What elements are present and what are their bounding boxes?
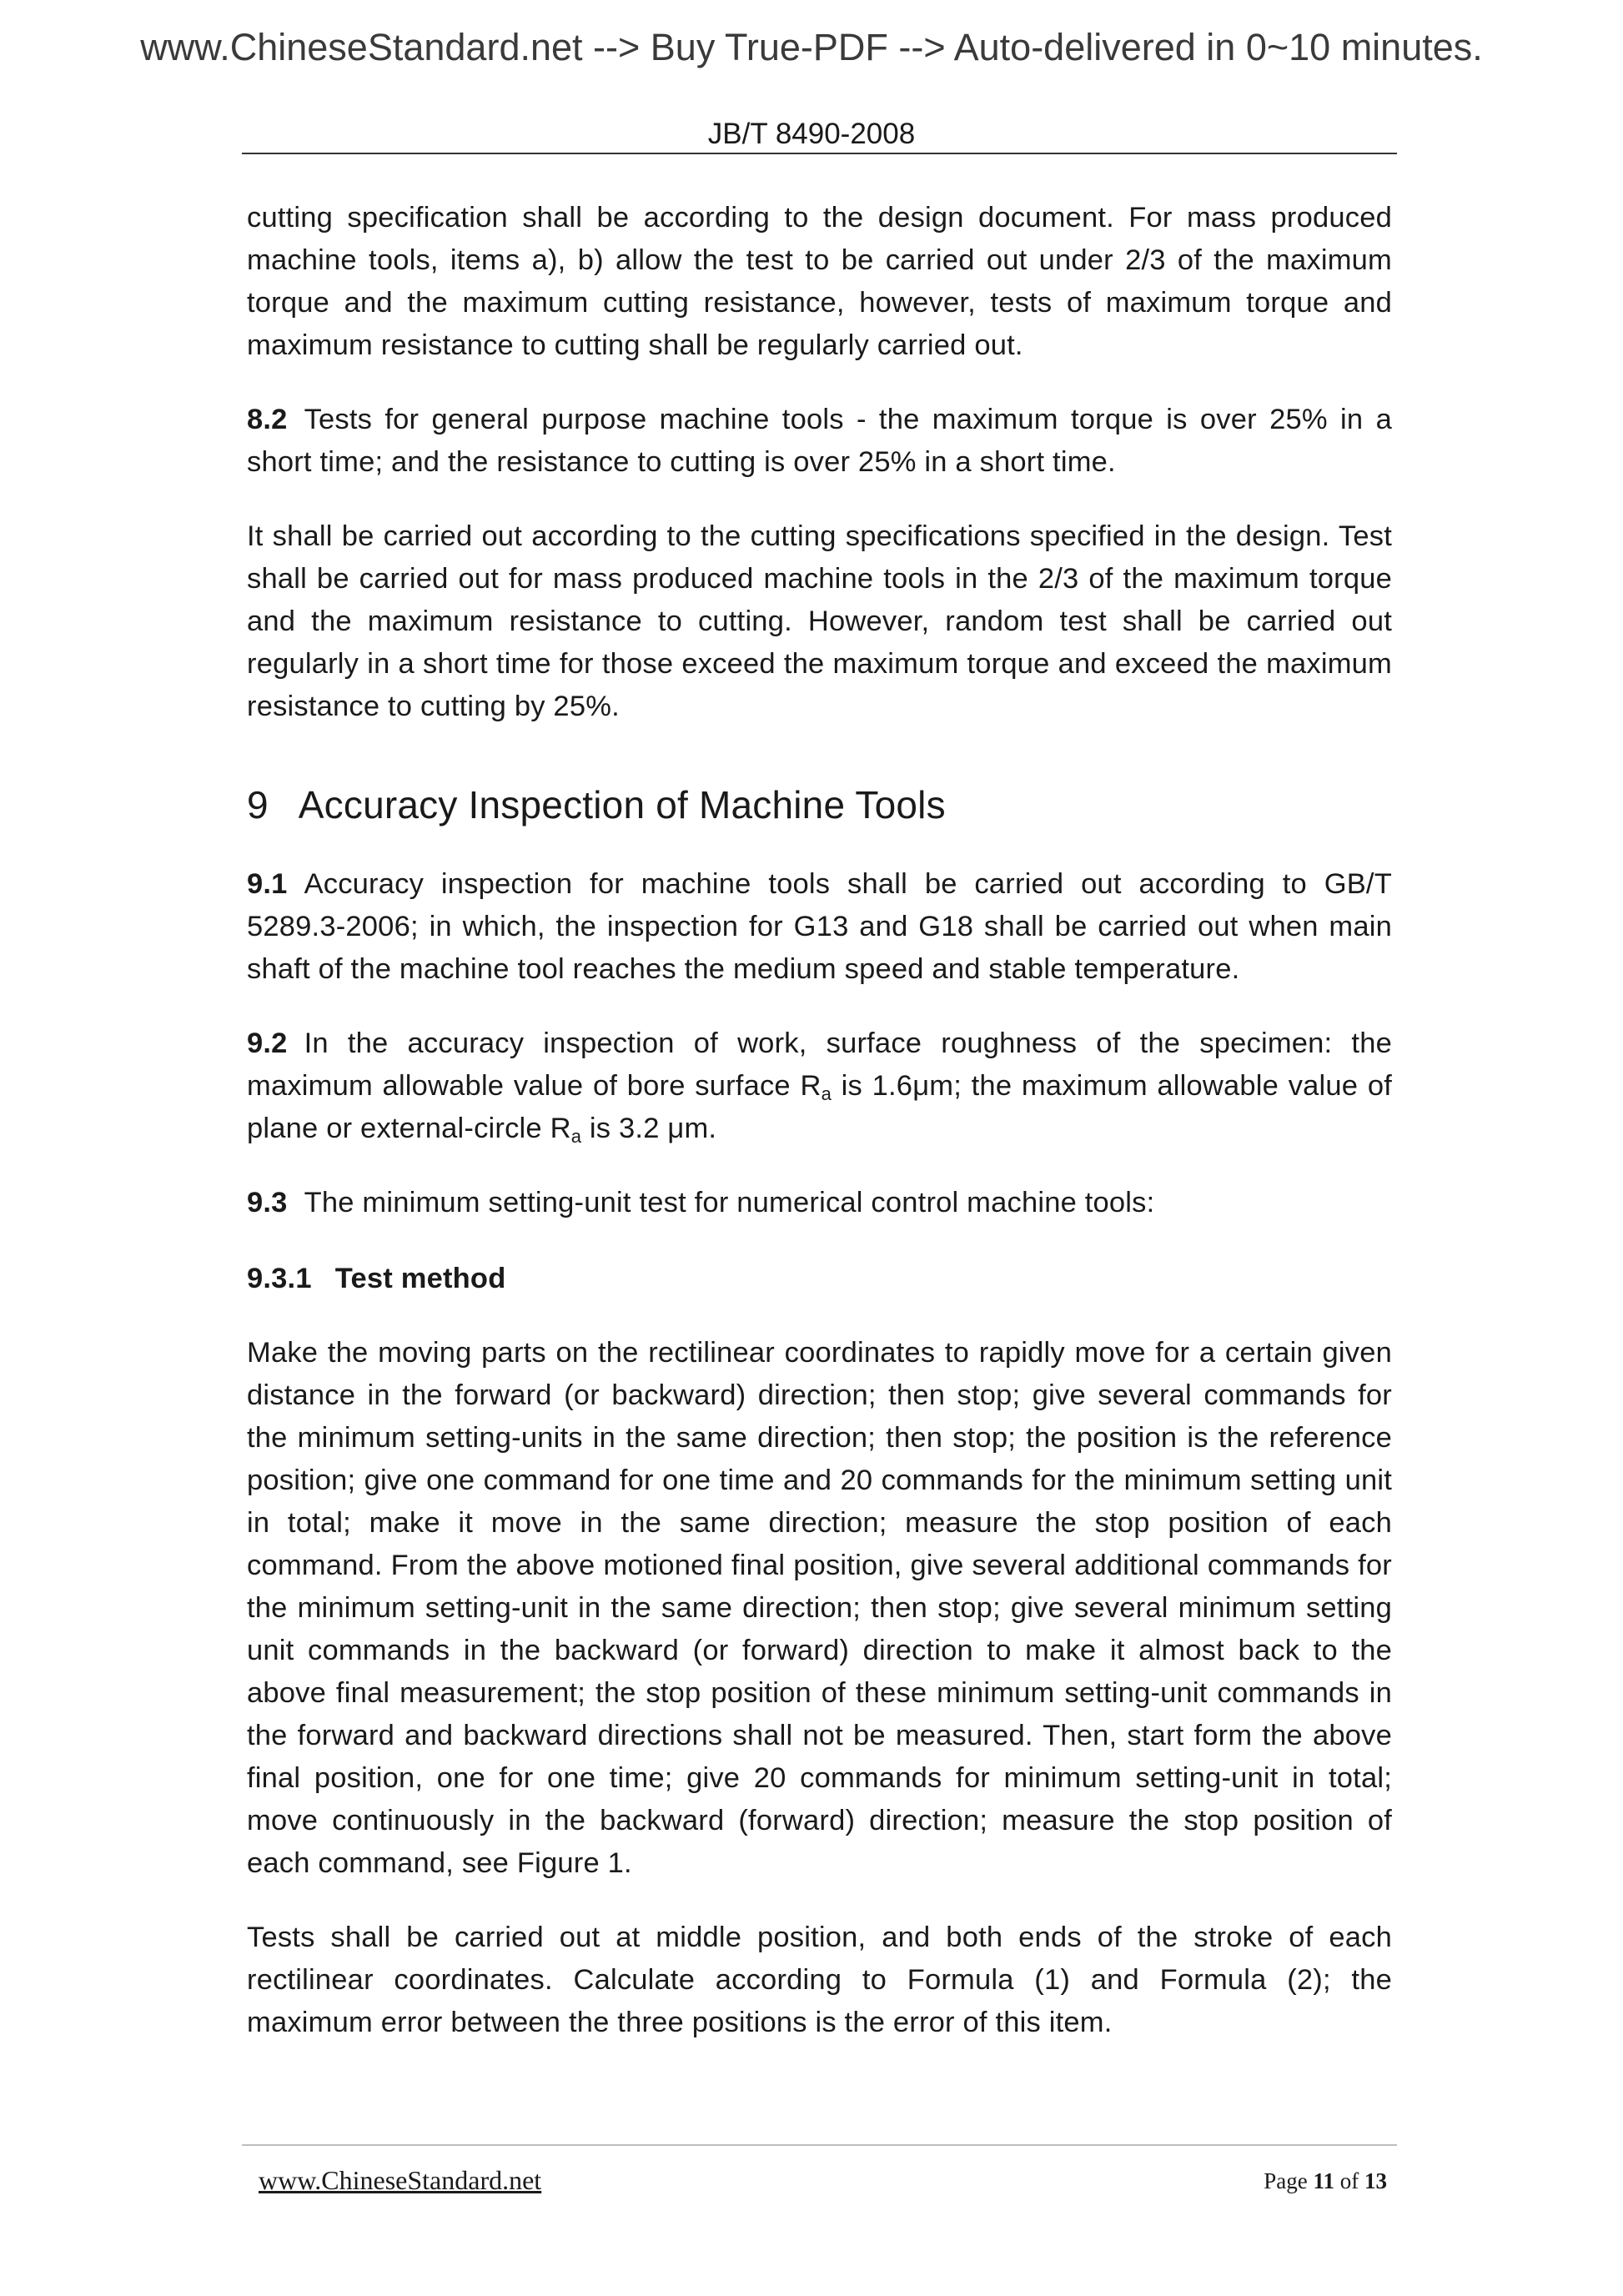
section-heading-9 [247,780,1392,830]
section-number: 9 [247,783,269,826]
page-indicator [1264,2168,1387,2194]
page-word: Page [1264,2168,1308,2193]
clause-8-2 [247,399,1392,484]
footer-divider [242,2144,1397,2146]
header-divider [242,153,1397,154]
clause-text-part: is 3.2 μm. [581,1113,717,1144]
subscript: a [570,1126,582,1147]
clause-text: Accuracy inspection for machine tools shall be carried out according to GB/T 5289.3-2006; in which, the inspection for G13 and G18 shall be carried out when main shaft of the machine tool reaches the medium speed and stable temperature. [247,868,1392,985]
clause-number: 9.3 [247,1187,288,1218]
paragraph-test-specification: It shall be carried out according to the cutting specifications specified in the design. Test shall be carried out for mass produced machine tools in the 2/3 of the maximum torque and the maximum resistance to cutting. However, random test shall be carried out regularly in a short time for those exceed the maximum torque and exceed the maximum resistance to cutting by 25%. [247,520,1392,722]
subclause-heading-9-3-1 [247,1258,1392,1300]
current-page-number: 11 [1313,2168,1334,2193]
clause-number: 9.1 [247,868,288,900]
paragraph-test-method: Make the moving parts on the rectilinear coordinates to rapidly move for a certain given distance in the forward (or backward) direction; then stop; give several commands for the minimum setting-units in the same direction; then stop; the position is the reference position; give one command for one time and 20 commands for the minimum setting unit in total; make it move in the same direction; measure the stop position of each command. From the above motioned final position, give several additional commands for the minimum setting-unit in the same direction; then stop; give several minimum setting unit commands in the backward (or forward) direction to make it almost back to the above final measurement; the stop position of these minimum setting-unit commands in the forward and backward directions shall not be measured. Then, start form the above final position, one for one time; give 20 commands for minimum setting-unit in total; move continuously in the backward (forward) direction; measure the stop position of each command, see Figure 1. [247,1337,1392,1879]
subscript: a [821,1083,832,1104]
paragraph-cutting-specification: cutting specification shall be according to the design document. For mass produced machine tools, items a), b) allow the test to be carried out under 2/3 of the maximum torque and the maximum cutting resistance, however, tests of maximum torque and maximum resistance to cutting shall be regularly carried out. [247,202,1392,361]
clause-9-2 [247,1022,1392,1150]
clause-9-1 [247,863,1392,991]
page-content [247,197,1392,2044]
subclause-title: Test method [334,1263,506,1294]
clause-number: 8.2 [247,404,288,435]
section-title: Accuracy Inspection of Machine Tools [298,783,946,826]
header-banner: www.ChineseStandard.net --> Buy True-PDF --> Auto-delivered in 0~10 minutes. [140,26,1483,68]
clause-text: Tests for general purpose machine tools - the maximum torque is over 25% in a short time; and the resistance to cutting is over 25% in a short time. [247,404,1392,478]
clause-text: The minimum setting-unit test for numerical control machine tools: [304,1187,1155,1218]
clause-9-3 [247,1182,1392,1224]
footer-website-link[interactable]: www.ChineseStandard.net [259,2165,542,2195]
subclause-number: 9.3.1 [247,1263,312,1294]
clause-number: 9.2 [247,1027,288,1059]
clause-text-part: is 1.6μm; the maximum allowable value of plane or external-circle R [247,1070,1392,1144]
paragraph-test-positions: Tests shall be carried out at middle position, and both ends of the stroke of each rectilinear coordinates. Calculate according to Formula (1) and Formula (2); the maximum error between the three positions is the error of this item. [247,1922,1392,2038]
clause-text-part: In the accuracy inspection of work, surface roughness of the specimen: the maximum allowable value of bore surface R [247,1027,1392,1102]
of-word: of [1339,2168,1359,2193]
document-code: JB/T 8490-2008 [707,118,916,150]
total-pages-number: 13 [1364,2168,1387,2193]
